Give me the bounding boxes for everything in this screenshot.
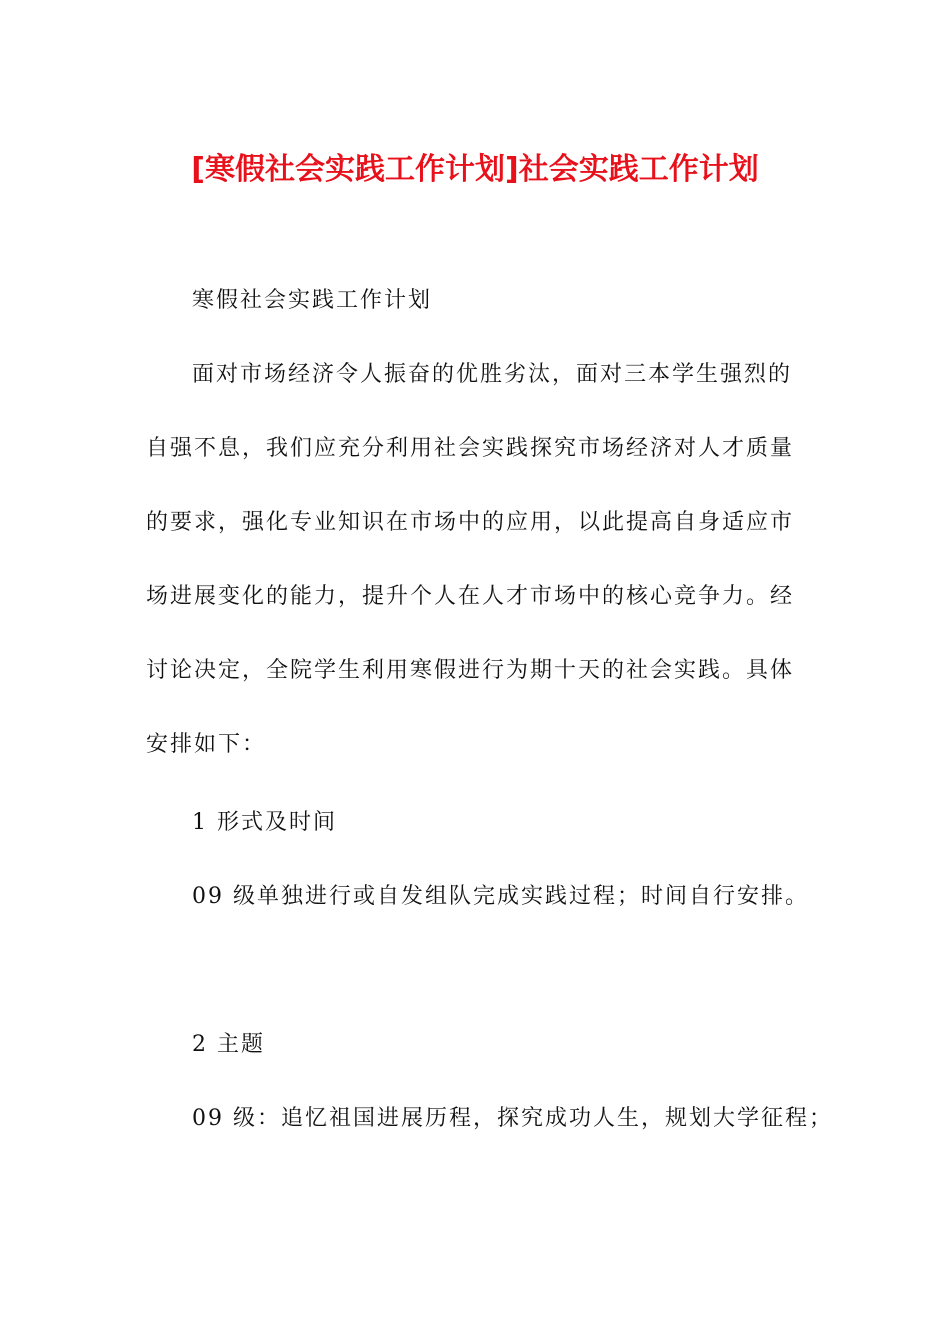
section1-text: 09 级单独进行或自发组队完成实践过程；时间自行安排。 <box>192 884 809 909</box>
intro-line: 面对市场经济令人振奋的优胜劣汰，面对三本学生强烈的 <box>192 362 793 387</box>
subtitle-paragraph: 寒假社会实践工作计划 <box>192 288 433 313</box>
section2-text: 09 级：追忆祖国进展历程，探究成功人生，规划大学征程； <box>192 1106 833 1131</box>
intro-paragraph <box>146 338 806 782</box>
intro-line: 自强不息，我们应充分利用社会实践探究市场经济对人才质量 <box>146 436 795 461</box>
intro-line: 的要求，强化专业知识在市场中的应用，以此提高自身适应市 <box>146 510 795 535</box>
intro-line: 讨论决定，全院学生利用寒假进行为期十天的社会实践。具体 <box>146 658 795 683</box>
section1-heading: 1 形式及时间 <box>192 810 337 835</box>
document-title: [寒假社会实践工作计划]社会实践工作计划 <box>191 152 759 187</box>
intro-line: 安排如下： <box>146 732 267 757</box>
section2-heading: 2 主题 <box>192 1032 265 1057</box>
intro-line: 场进展变化的能力，提升个人在人才市场中的核心竞争力。经 <box>146 584 795 609</box>
